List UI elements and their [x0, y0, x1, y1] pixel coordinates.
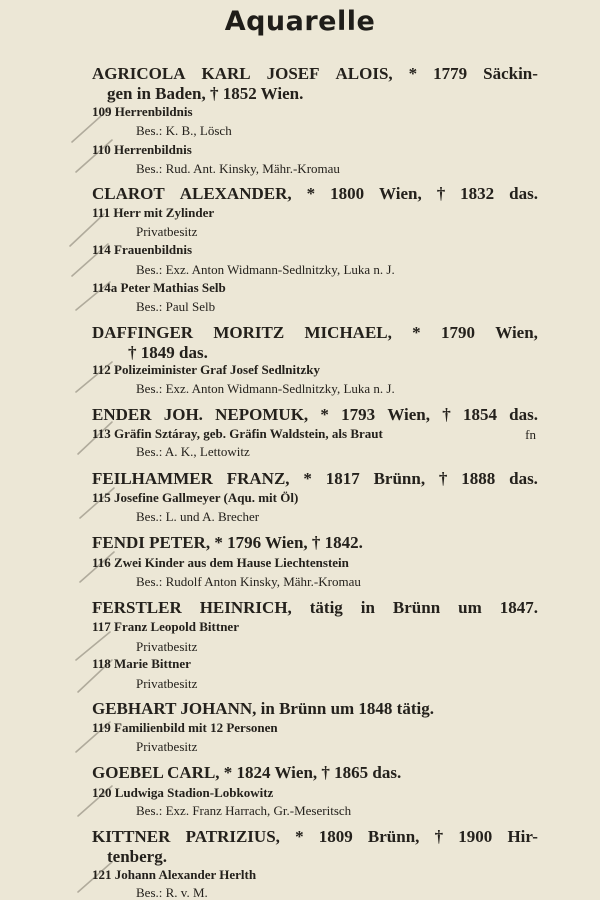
page-title: Aquarelle [224, 6, 376, 37]
artist-heading: GOEBEL CARL, * 1824 Wien, † 1865 das. [92, 763, 402, 782]
work-entry: 109 Herrenbildnis [92, 104, 193, 119]
work-entry: 118 Marie Bittner [92, 656, 191, 671]
owner-line: Bes.: K. B., Lösch [136, 123, 232, 138]
work-entry: 121 Johann Alexander Herlth [92, 867, 257, 882]
artist-heading: DAFFINGER MORITZ MICHAEL, * 1790 Wien, [92, 323, 538, 342]
work-entry: 120 Ludwiga Stadion-Lobkowitz [92, 785, 274, 800]
artist-heading: AGRICOLA KARL JOSEF ALOIS, * 1779 Säckin- [92, 64, 538, 83]
owner-line: Bes.: Paul Selb [136, 299, 216, 314]
work-entry: 110 Herrenbildnis [92, 142, 192, 157]
artist-heading: ENDER JOH. NEPOMUK, * 1793 Wien, † 1854 das. [92, 405, 538, 424]
work-entry: 117 Franz Leopold Bittner [92, 619, 239, 634]
owner-line: Privatbesitz [136, 676, 198, 691]
owner-line: Bes.: Rudolf Anton Kinsky, Mähr.-Kromau [136, 574, 361, 589]
artist-heading: FERSTLER HEINRICH, tätig in Brünn um 1847. [92, 598, 538, 617]
owner-line: Bes.: Exz. Franz Harrach, Gr.-Meseritsch [136, 803, 352, 818]
work-entry: 119 Familienbild mit 12 Personen [92, 720, 278, 735]
work-entry: 111 Herr mit Zylinder [92, 205, 215, 220]
work-entry: 113 Gräfin Sztáray, geb. Gräfin Waldstein, als Braut [92, 426, 383, 441]
owner-line: Bes.: R. v. M. [136, 885, 208, 900]
owner-line: Privatbesitz [136, 224, 198, 239]
work-entry: 116 Zwei Kinder aus dem Hause Liechtenstein [92, 555, 349, 570]
owner-line: Privatbesitz [136, 739, 198, 754]
owner-line: Bes.: Exz. Anton Widmann-Sedlnitzky, Luka n. J. [136, 262, 395, 277]
artist-heading: FENDI PETER, * 1796 Wien, † 1842. [92, 533, 363, 552]
artist-heading-continued: gen in Baden, † 1852 Wien. [107, 84, 304, 103]
artist-heading: FEILHAMMER FRANZ, * 1817 Brünn, † 1888 das. [92, 469, 538, 488]
work-entry: 112 Polizeiminister Graf Josef Sedlnitzky [92, 362, 320, 377]
work-entry: 114 Frauenbildnis [92, 242, 193, 257]
owner-line: Bes.: L. und A. Brecher [136, 509, 260, 524]
owner-line: Privatbesitz [136, 639, 198, 654]
artist-heading: CLAROT ALEXANDER, * 1800 Wien, † 1832 das. [92, 184, 538, 203]
work-entry: 115 Josefine Gallmeyer (Aqu. mit Öl) [92, 490, 299, 505]
owner-line: Bes.: A. K., Lettowitz [136, 444, 250, 459]
margin-note: fn [525, 427, 536, 442]
artist-heading: KITTNER PATRIZIUS, * 1809 Brünn, † 1900 Hir- [92, 827, 538, 846]
artist-heading: GEBHART JOHANN, in Brünn um 1848 tätig. [92, 699, 434, 718]
owner-line: Bes.: Rud. Ant. Kinsky, Mähr.-Kromau [136, 161, 340, 176]
artist-heading-continued: † 1849 das. [128, 343, 208, 362]
owner-line: Bes.: Exz. Anton Widmann-Sedlnitzky, Luka n. J. [136, 381, 395, 396]
work-entry: 114a Peter Mathias Selb [92, 280, 226, 295]
artist-heading-continued: tenberg. [107, 847, 167, 866]
